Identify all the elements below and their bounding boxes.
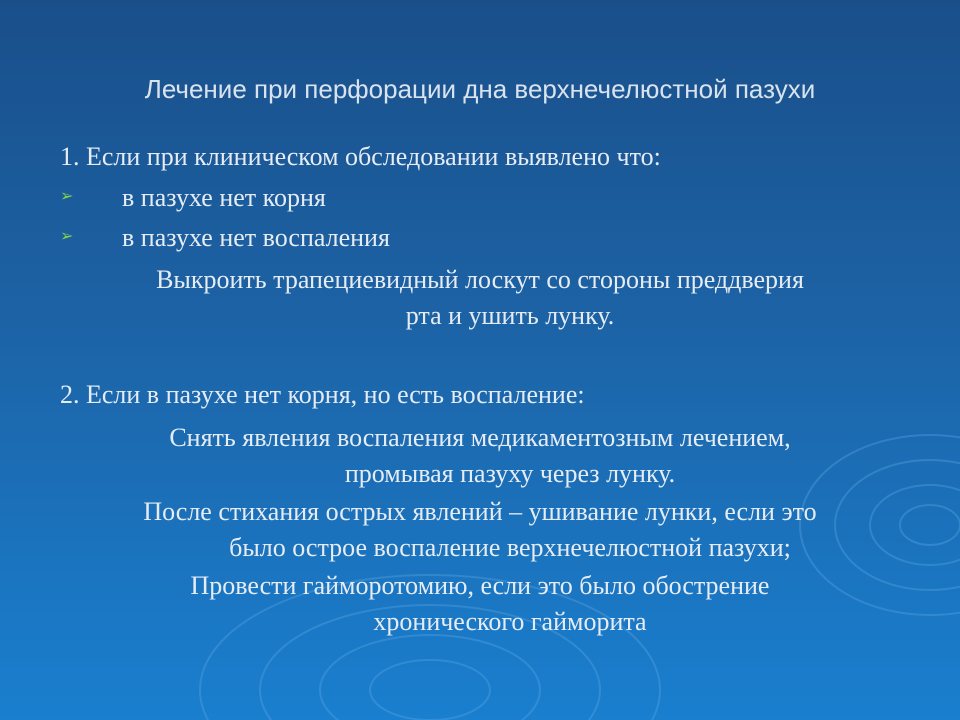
item1-action-line1: Выкроить трапециевидный лоскут со стороны преддверия xyxy=(156,265,804,294)
item2-step1-line2: промывая пазуху через лунку. xyxy=(344,459,676,488)
item2-step3-line1: Провести гайморотомию, если это было обострение xyxy=(190,571,770,600)
bullet-item: в пазухе нет воспаления xyxy=(122,223,390,252)
chevron-bullet-icon: ➢ xyxy=(60,186,74,205)
item2-step2-line1: После стихания острых явлений – ушивание лунки, если это xyxy=(143,497,817,526)
chevron-bullet-icon: ➢ xyxy=(60,226,74,245)
item2-step2-line2: было острое воспаление верхнечелюстной пазухи; xyxy=(229,533,791,562)
item2-step1-line1: Снять явления воспаления медикаментозным лечением, xyxy=(169,423,791,452)
slide-title: Лечение при перфорации дна верхнечелюстной пазухи xyxy=(144,74,816,104)
item2-step3-line2: хронического гайморита xyxy=(373,607,647,636)
bullet-item: в пазухе нет корня xyxy=(122,183,326,212)
item2-heading: 2. Если в пазухе нет корня, но есть воспаление: xyxy=(60,380,585,409)
item1-action-line2: рта и ушить лунку. xyxy=(405,301,615,330)
item1-heading: 1. Если при клиническом обследовании выявлено что: xyxy=(60,142,661,171)
